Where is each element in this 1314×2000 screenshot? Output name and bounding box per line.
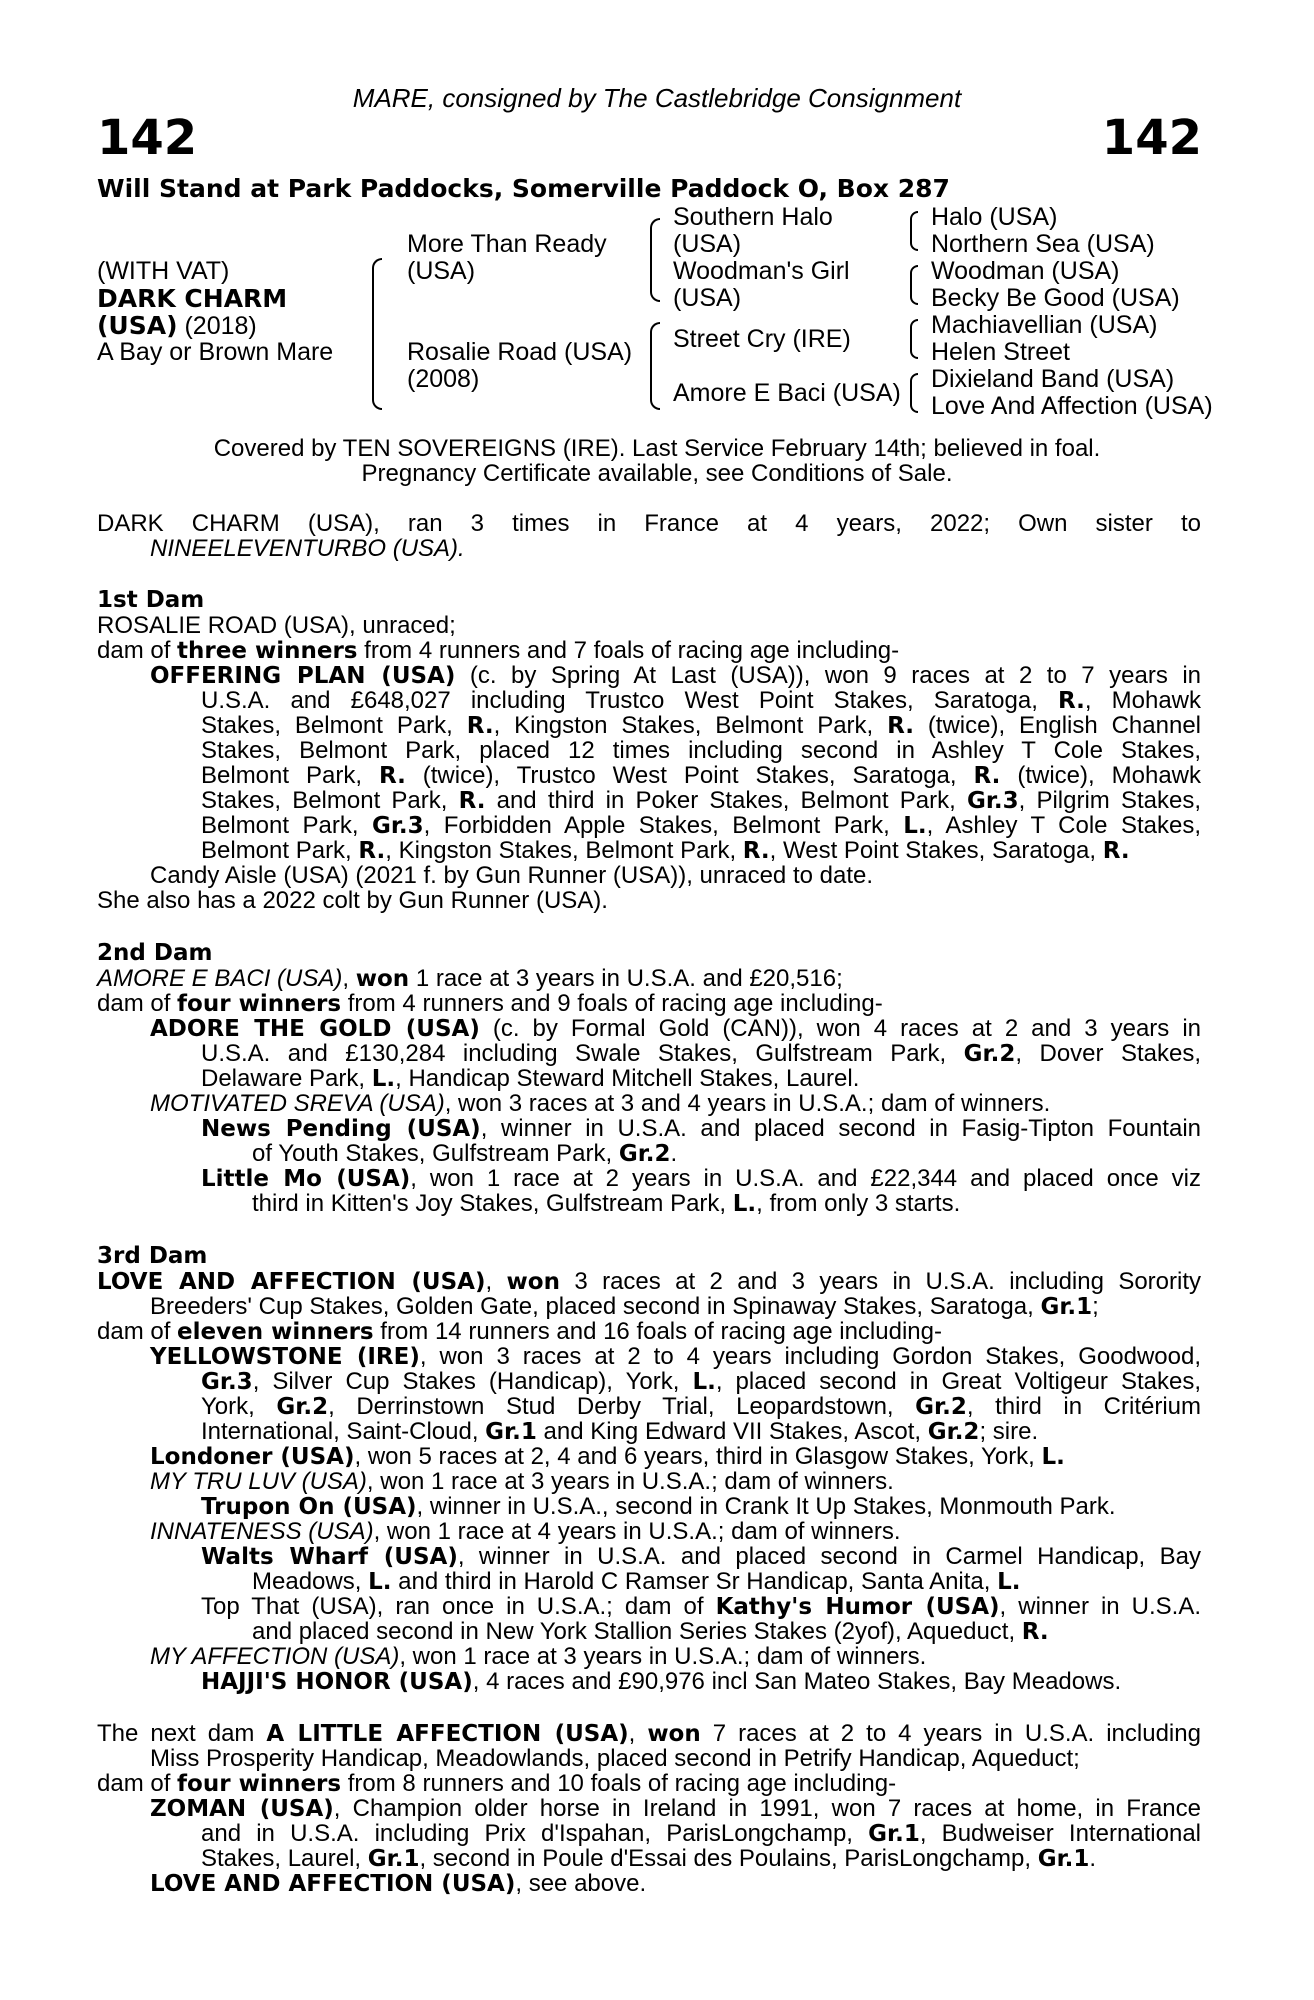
offspring-hajjis-honor: HAJJI'S HONOR (USA), 4 races and £90,976 incl San Mateo Stakes, Bay Meadows. xyxy=(201,1668,1122,1695)
horse-year: (2018) xyxy=(177,312,257,340)
horse-name xyxy=(97,285,287,313)
dam1-line-1: ROSALIE ROAD (USA), unraced; xyxy=(97,612,456,639)
dam3-line-2: Breeders' Cup Stakes, Golden Gate, placed second in Spinaway Stakes, Saratoga, Gr.1; xyxy=(150,1293,1099,1320)
dam1-also: She also has a 2022 colt by Gun Runner (USA). xyxy=(97,887,608,914)
offspring-my-tru-luv: MY TRU LUV (USA), won 1 race at 3 years in U.S.A.; dam of winners. xyxy=(150,1468,894,1495)
offspring-news-pending: News Pending (USA), winner in U.S.A. and placed second in Fasig-Tipton Fountain xyxy=(201,1115,1201,1142)
pedigree-bracket-3a xyxy=(910,211,918,251)
offering-plan-line-4: Stakes, Belmont Park, placed 12 times including second in Ashley T Cole Stakes, xyxy=(201,737,1201,764)
dam1-heading: 1st Dam xyxy=(97,587,205,613)
offspring-walts-wharf: Walts Wharf (USA), winner in U.S.A. and placed second in Carmel Handicap, Bay xyxy=(201,1543,1201,1570)
offspring-adore-the-gold: ADORE THE GOLD (USA) (c. by Formal Gold (CAN)), won 4 races at 2 and 3 years in xyxy=(150,1015,1201,1042)
next-dam-line-2: Miss Prosperity Handicap, Meadowlands, placed second in Petrify Handicap, Aqueduct; xyxy=(150,1745,1080,1772)
dam3-line-3: dam of eleven winners from 14 runners and 16 foals of racing age including- xyxy=(97,1318,942,1345)
sire-name: More Than Ready xyxy=(407,230,607,258)
lot-number-right: 142 xyxy=(1101,110,1202,166)
horse-origin-year xyxy=(97,312,257,340)
ped-ddd: Love And Affection (USA) xyxy=(931,392,1213,420)
sire-sire: Southern Halo xyxy=(673,203,833,231)
covered-line-2: Pregnancy Certificate available, see Conditions of Sale. xyxy=(361,460,953,487)
pedigree-bracket-dam xyxy=(650,322,660,410)
offering-plan-line-3: Stakes, Belmont Park, R., Kingston Stakes, Belmont Park, R. (twice), English Channel xyxy=(201,712,1201,739)
zoman-line-2: and in U.S.A. including Prix d'Ispahan, ParisLongchamp, Gr.1, Budweiser International xyxy=(201,1820,1202,1847)
offering-plan-line-7: Belmont Park, Gr.3, Forbidden Apple Stakes, Belmont Park, L., Ashley T Cole Stakes, xyxy=(201,812,1201,839)
sire-sire-origin: (USA) xyxy=(673,230,742,258)
intro-line-1: DARK CHARM (USA), ran 3 times in France at 4 years, 2022; Own sister to xyxy=(97,510,1201,537)
dam2-heading: 2nd Dam xyxy=(97,940,213,966)
pedigree-bracket-3c xyxy=(910,319,918,359)
next-dam-line-1: The next dam A LITTLE AFFECTION (USA), won 7 races at 2 to 4 years in U.S.A. including xyxy=(97,1720,1201,1747)
stand-location: Will Stand at Park Paddocks, Somerville Paddock O, Box 287 xyxy=(97,174,950,203)
dam2-line-2: dam of four winners from 4 runners and 9 foals of racing age including- xyxy=(97,990,883,1017)
ped-dsd: Helen Street xyxy=(931,338,1070,366)
consignment-header: MARE, consigned by The Castlebridge Consignment xyxy=(352,83,962,113)
dam3-heading: 3rd Dam xyxy=(97,1243,208,1269)
offspring-little-mo: Little Mo (USA), won 1 race at 2 years in U.S.A. and £22,344 and placed once viz xyxy=(201,1165,1201,1192)
offspring-top-that: Top That (USA), ran once in U.S.A.; dam of Kathy's Humor (USA), winner in U.S.A. xyxy=(201,1593,1202,1620)
offering-plan-line-8: Belmont Park, R., Kingston Stakes, Belmont Park, R., West Point Stakes, Saratoga, R. xyxy=(201,837,1130,864)
offspring-love-and-affection: LOVE AND AFFECTION (USA), see above. xyxy=(150,1870,647,1897)
offering-plan-line-5: Belmont Park, R. (twice), Trustco West Point Stakes, Saratoga, R. (twice), Mohawk xyxy=(201,762,1201,789)
ped-dss: Machiavellian (USA) xyxy=(931,311,1158,339)
dam3-line-1: LOVE AND AFFECTION (USA), won 3 races at 2 and 3 years in U.S.A. including Sorority xyxy=(97,1268,1202,1295)
zoman-line-3: Stakes, Laurel, Gr.1, second in Poule d'Essai des Poulains, ParisLongchamp, Gr.1. xyxy=(201,1845,1097,1872)
offspring-my-affection: MY AFFECTION (USA), won 1 race at 3 years in U.S.A.; dam of winners. xyxy=(150,1643,927,1670)
ped-sds: Woodman (USA) xyxy=(931,257,1120,285)
next-dam-line-3: dam of four winners from 8 runners and 10 foals of racing age including- xyxy=(97,1770,897,1797)
adore-line-3: Delaware Park, L., Handicap Steward Mitchell Stakes, Laurel. xyxy=(201,1065,860,1092)
dam1-line-2: dam of three winners from 4 runners and 7 foals of racing age including- xyxy=(97,637,900,664)
dam2-line-1: AMORE E BACI (USA), won 1 race at 3 years in U.S.A. and £20,516; xyxy=(97,965,843,992)
offspring-trupon-on: Trupon On (USA), winner in U.S.A., second in Crank It Up Stakes, Monmouth Park. xyxy=(201,1493,1116,1520)
ped-sdd: Becky Be Good (USA) xyxy=(931,284,1180,312)
vat-label: (WITH VAT) xyxy=(97,257,230,285)
horse-name-text: DARK CHARM xyxy=(97,284,288,313)
dam-sire: Street Cry (IRE) xyxy=(673,325,851,353)
intro-line-2: NINEELEVENTURBO (USA). xyxy=(150,535,465,562)
yellowstone-line-3: York, Gr.2, Derrinstown Stud Derby Trial, Leopardstown, Gr.2, third in Critérium xyxy=(201,1393,1201,1420)
sire-origin: (USA) xyxy=(407,257,476,285)
dam-name: Rosalie Road (USA) xyxy=(407,338,633,366)
dam-year: (2008) xyxy=(407,365,480,393)
horse-description: A Bay or Brown Mare xyxy=(97,338,334,366)
pedigree-bracket-3d xyxy=(910,373,918,413)
offspring-yellowstone: YELLOWSTONE (IRE), won 3 races at 2 to 4 years including Gordon Stakes, Goodwood, xyxy=(150,1343,1201,1370)
offspring-londoner: Londoner (USA), won 5 races at 2, 4 and 6 years, third in Glasgow Stakes, York, L. xyxy=(150,1443,1065,1470)
sire-dam-origin: (USA) xyxy=(673,284,742,312)
offspring-zoman: ZOMAN (USA), Champion older horse in Ireland in 1991, won 7 races at home, in France xyxy=(150,1795,1201,1822)
news-pending-line-2: of Youth Stakes, Gulfstream Park, Gr.2. xyxy=(252,1140,678,1167)
ped-ssd: Northern Sea (USA) xyxy=(931,230,1155,258)
offspring-motivated-sreva: MOTIVATED SREVA (USA), won 3 races at 3 and 4 years in U.S.A.; dam of winners. xyxy=(150,1090,1051,1117)
little-mo-line-2: third in Kitten's Joy Stakes, Gulfstream Park, L., from only 3 starts. xyxy=(252,1190,961,1217)
walts-wharf-line-2: Meadows, L. and third in Harold C Ramser Sr Handicap, Santa Anita, L. xyxy=(252,1568,1021,1595)
pedigree-bracket-sire xyxy=(650,218,660,302)
lot-number-left: 142 xyxy=(97,110,198,166)
pedigree-bracket-1 xyxy=(372,258,382,410)
ped-dds: Dixieland Band (USA) xyxy=(931,365,1175,393)
adore-line-2: U.S.A. and £130,284 including Swale Stakes, Gulfstream Park, Gr.2, Dover Stakes, xyxy=(201,1040,1201,1067)
pedigree-bracket-3b xyxy=(910,265,918,305)
offering-plan-line-6: Stakes, Belmont Park, R. and third in Poker Stakes, Belmont Park, Gr.3, Pilgrim Stakes, xyxy=(201,787,1201,814)
ped-sss: Halo (USA) xyxy=(931,203,1058,231)
dam-dam: Amore E Baci (USA) xyxy=(673,379,901,407)
offspring-innateness: INNATENESS (USA), won 1 race at 4 years in U.S.A.; dam of winners. xyxy=(150,1518,901,1545)
yellowstone-line-2: Gr.3, Silver Cup Stakes (Handicap), York, L., placed second in Great Voltigeur Stakes, xyxy=(201,1368,1201,1395)
offspring-offering-plan: OFFERING PLAN (USA) (c. by Spring At Last (USA)), won 9 races at 2 to 7 years in xyxy=(150,662,1201,689)
offering-plan-line-2: U.S.A. and £648,027 including Trustco West Point Stakes, Saratoga, R., Mohawk xyxy=(201,687,1202,714)
horse-origin: (USA) xyxy=(97,311,178,340)
yellowstone-line-4: International, Saint-Cloud, Gr.1 and King Edward VII Stakes, Ascot, Gr.2; sire. xyxy=(201,1418,1039,1445)
covered-line-1: Covered by TEN SOVEREIGNS (IRE). Last Service February 14th; believed in foal. xyxy=(213,435,1101,462)
top-that-line-2: and placed second in New York Stallion Series Stakes (2yof), Aqueduct, R. xyxy=(252,1618,1049,1645)
sire-dam: Woodman's Girl xyxy=(673,257,850,285)
offspring-candy-aisle: Candy Aisle (USA) (2021 f. by Gun Runner (USA)), unraced to date. xyxy=(150,862,874,889)
